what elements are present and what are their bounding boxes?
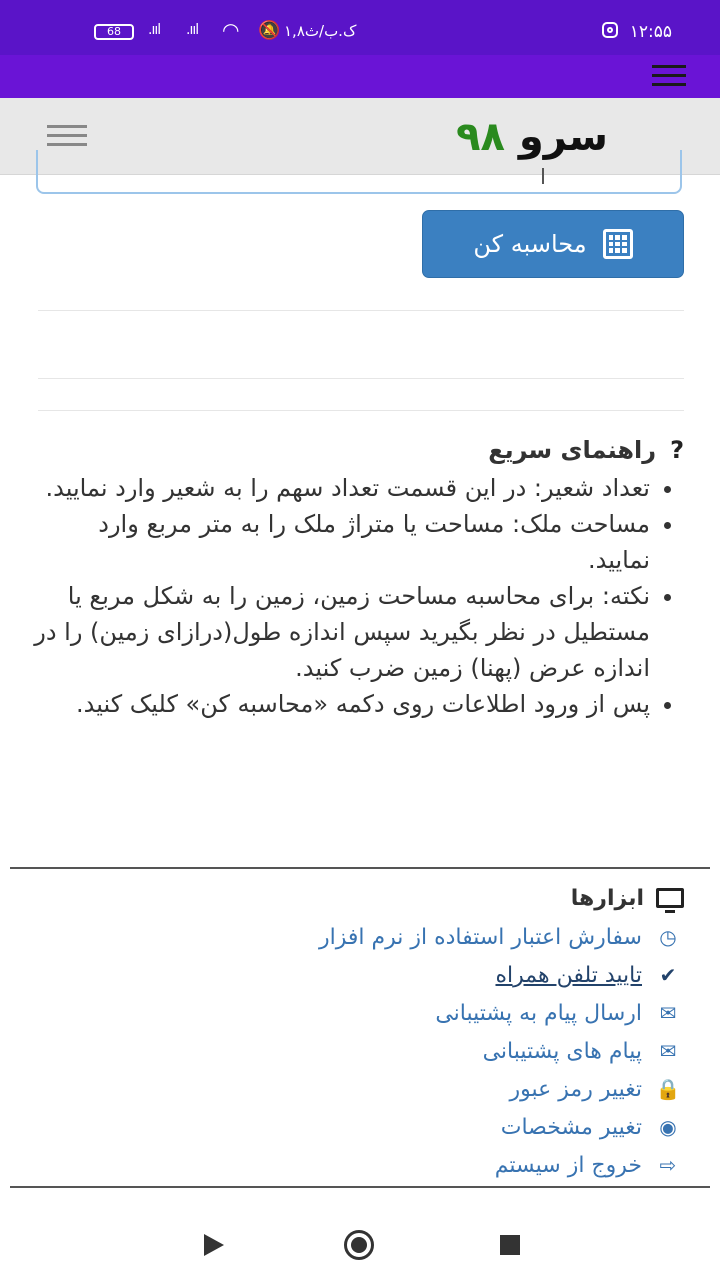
section-divider <box>10 867 710 869</box>
wifi-icon: ◠ <box>222 18 240 42</box>
check-circle-icon: ✔ <box>659 963 677 987</box>
status-bar <box>0 0 720 55</box>
tool-link-label: پیام های پشتیبانی <box>482 1038 642 1064</box>
tool-link-verify-phone[interactable] <box>24 956 684 994</box>
signal-strength-icon-2: .ııl <box>148 22 161 38</box>
tool-link-label: تغییر مشخصات <box>500 1114 642 1140</box>
calculate-button[interactable] <box>422 210 684 278</box>
logo-word: سرو <box>518 114 608 160</box>
divider <box>38 378 684 379</box>
battery-indicator: 68 <box>94 24 134 40</box>
signal-strength-icon: .ııl <box>186 22 199 38</box>
list-item: • تعداد شعیر: در این قسمت تعداد سهم را به شعیر وارد نمایید. <box>34 470 650 506</box>
quick-help-heading <box>34 436 684 464</box>
tools-title: ابزارها <box>570 885 644 911</box>
text-caret <box>542 168 544 184</box>
divider <box>38 410 684 411</box>
list-item: • پس از ورود اطلاعات روی دکمه «محاسبه کن» کلیک کنید. <box>34 686 650 722</box>
notifications-off-icon: 🔕 <box>258 20 281 41</box>
site-menu-icon[interactable] <box>47 125 87 152</box>
question-icon: ? <box>670 436 684 464</box>
sign-out-icon: ⇨ <box>659 1153 677 1177</box>
envelope-icon: ✉ <box>659 1001 677 1025</box>
system-nav-bar <box>0 1206 720 1280</box>
tools-section <box>24 878 684 1184</box>
app-menu-icon[interactable] <box>652 65 686 92</box>
divider <box>38 310 684 311</box>
network-speed: ۱,۸ک.ب/ث <box>284 22 357 40</box>
list-item: • مساحت ملک: مساحت یا متراژ ملک را به متر مربع وارد نمایید. <box>34 506 650 578</box>
envelope-outline-icon: ✉ <box>659 1039 677 1063</box>
tool-link-logout[interactable] <box>24 1146 684 1184</box>
recent-apps-icon[interactable] <box>500 1235 520 1255</box>
home-icon[interactable] <box>344 1230 374 1260</box>
tool-link-change-password[interactable] <box>24 1070 684 1108</box>
quick-help-section <box>34 436 684 722</box>
logo-number: ۹۸ <box>456 114 505 160</box>
clock-icon: ◷ <box>659 925 677 949</box>
tools-heading <box>24 878 684 918</box>
quick-help-title: راهنمای سریع <box>488 436 657 464</box>
section-divider <box>10 1186 710 1188</box>
user-circle-icon: ◉ <box>659 1115 677 1139</box>
tool-link-label: تایید تلفن همراه <box>495 962 642 988</box>
tool-link-label: تغییر رمز عبور <box>509 1076 642 1102</box>
help-list <box>34 470 684 722</box>
tool-link-label: سفارش اعتبار استفاده از نرم افزار <box>318 924 642 950</box>
tool-link-order-credit[interactable] <box>24 918 684 956</box>
calculator-icon <box>603 229 633 259</box>
monitor-icon <box>656 888 684 908</box>
tool-link-label: خروج از سیستم <box>494 1152 642 1178</box>
tool-link-send-message[interactable] <box>24 994 684 1032</box>
tool-link-support-messages[interactable] <box>24 1032 684 1070</box>
area-input-field[interactable] <box>36 150 682 194</box>
status-time: ۱۲:۵۵ <box>629 22 672 42</box>
back-icon[interactable] <box>204 1234 224 1256</box>
calculate-button-label: محاسبه کن <box>473 230 587 258</box>
app-bar <box>0 55 720 98</box>
lock-icon: 🔒 <box>655 1077 681 1101</box>
list-item: • نکته: برای محاسبه مساحت زمین، زمین را به شکل مربع یا مستطیل در نظر بگیرید سپس اندازه طول(درازای زمین) را در اندازه عرض (پهنا) زمین ضرب کنید. <box>34 578 650 686</box>
tool-link-label: ارسال پیام به پشتیبانی <box>435 1000 642 1026</box>
instagram-icon <box>602 22 618 38</box>
tool-link-edit-profile[interactable] <box>24 1108 684 1146</box>
